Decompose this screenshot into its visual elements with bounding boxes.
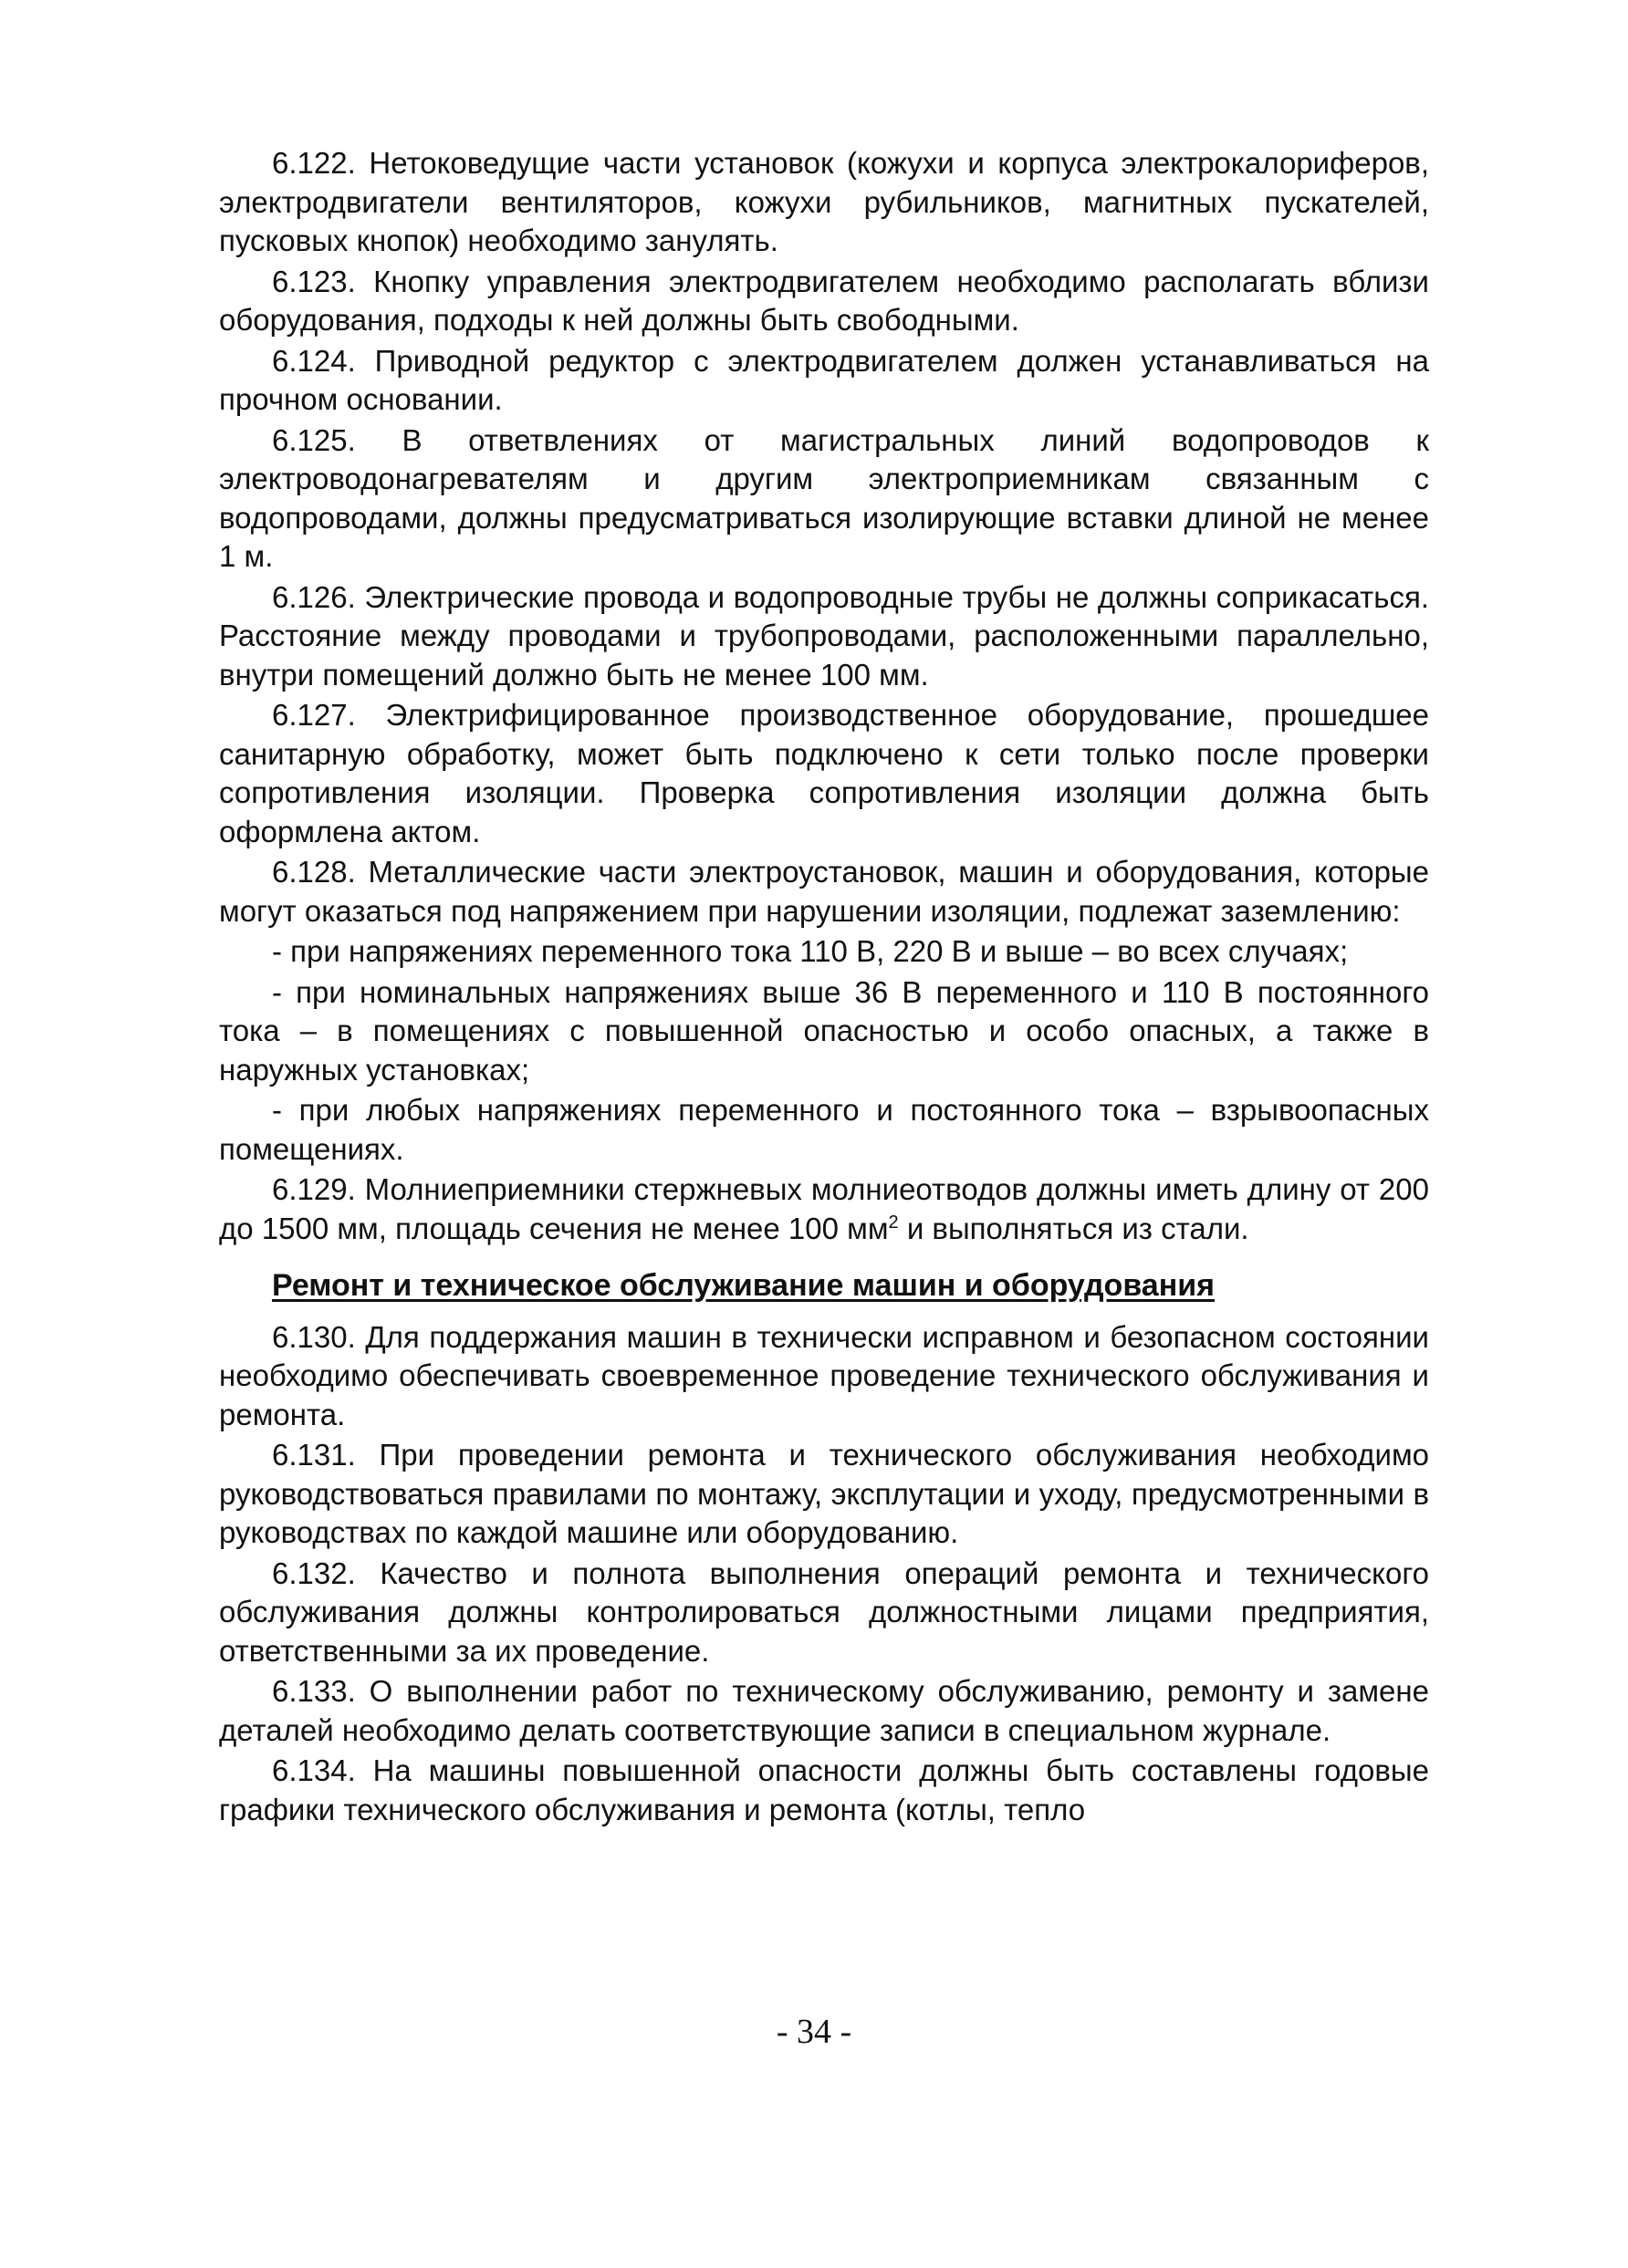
paragraph-6-129 [219,1170,1429,1248]
paragraph-6-134: 6.134. На машины повышенной опасности должны быть составлены годовые графики технического обслуживания и ремонта (котлы, тепло [219,1753,1429,1826]
section-heading: Ремонт и техническое обслуживание машин и оборудования [272,1268,1215,1303]
list-item-grounding-3: - при любых напряжениях переменного и постоянного тока – взрывоопасных помещениях. [219,1093,1429,1166]
page-number: - 34 - [776,2013,852,2051]
paragraph-6-125: 6.125. В ответвлениях от магистральных линий водопроводов к электроводонагревателям и другим электроприемникам связанным с водопроводами, должны предусматриваться изолирующие вставки длиной не менее 1 м. [219,422,1429,573]
superscript-2: 2 [888,1212,899,1233]
paragraph-6-131: 6.131. При проведении ремонта и технического обслуживания необходимо руководствоваться правилами по монтажу, эксплутации и уходу, предусмотренными в руководствах по каждой машине или оборудованию. [219,1438,1429,1549]
paragraph-6-128: 6.128. Металлические части электроустановок, машин и оборудования, которые могут оказаться под напряжением при нарушении изоляции, подлежат заземлению: [219,855,1429,928]
paragraph-6-130: 6.130. Для поддержания машин в технически исправном и безопасном состоянии необходимо обеспечивать своевременное проведение технического обслуживания и ремонта. [219,1319,1429,1431]
paragraph-6-123: 6.123. Кнопку управления электродвигателем необходимо располагать вблизи оборудования, подходы к ней должны быть свободными. [219,264,1429,337]
paragraph-6-127: 6.127. Электрифицированное производственное оборудование, прошедшее санитарную обработку, может быть подключено к сети только после проверки сопротивления изоляции. Проверка сопротивления изоляции должна быть оформлена актом. [219,698,1429,848]
paragraph-6-122: 6.122. Нетоковедущие части установок (кожухи и корпуса электрокалориферов, электродвигатели вентиляторов, кожухи рубильников, магнитных пускателей, пусковых кнопок) необходимо занулять. [219,146,1429,257]
paragraph-6-129-text: 6.129. Молниеприемники стержневых молниеотводов должны иметь длину от 200 до 1500 мм, площадь сечения не менее 100 мм [219,1172,1429,1245]
paragraph-6-126: 6.126. Электрические провода и водопроводные трубы не должны соприкасаться. Расстояние между проводами и трубопроводами, расположенными параллельно, внутри помещений должно быть не менее 100 мм. [219,579,1429,692]
paragraph-6-124: 6.124. Приводной редуктор с электродвигателем должен устанавливаться на прочном основании. [219,343,1429,416]
paragraph-6-132: 6.132. Качество и полнота выполнения операций ремонта и технического обслуживания должны контролироваться должностными лицами предприятия, ответственными за их проведение. [219,1555,1429,1668]
page-body [219,144,1429,1831]
list-item-grounding-2: - при номинальных напряжениях выше 36 В переменного и 110 В постоянного тока – в помещениях с повышенной опасностью и особо опасных, а также в наружных установках; [219,974,1429,1087]
paragraph-6-129-tail: и выполняться из стали. [898,1211,1249,1245]
list-item-grounding-1: - при напряжениях переменного тока 110 В, 220 В и выше – во всех случаях; [272,934,1349,968]
paragraph-6-133: 6.133. О выполнении работ по техническому обслуживанию, ремонту и замене деталей необходимо делать соответствующие записи в специальном журнале. [219,1674,1429,1747]
